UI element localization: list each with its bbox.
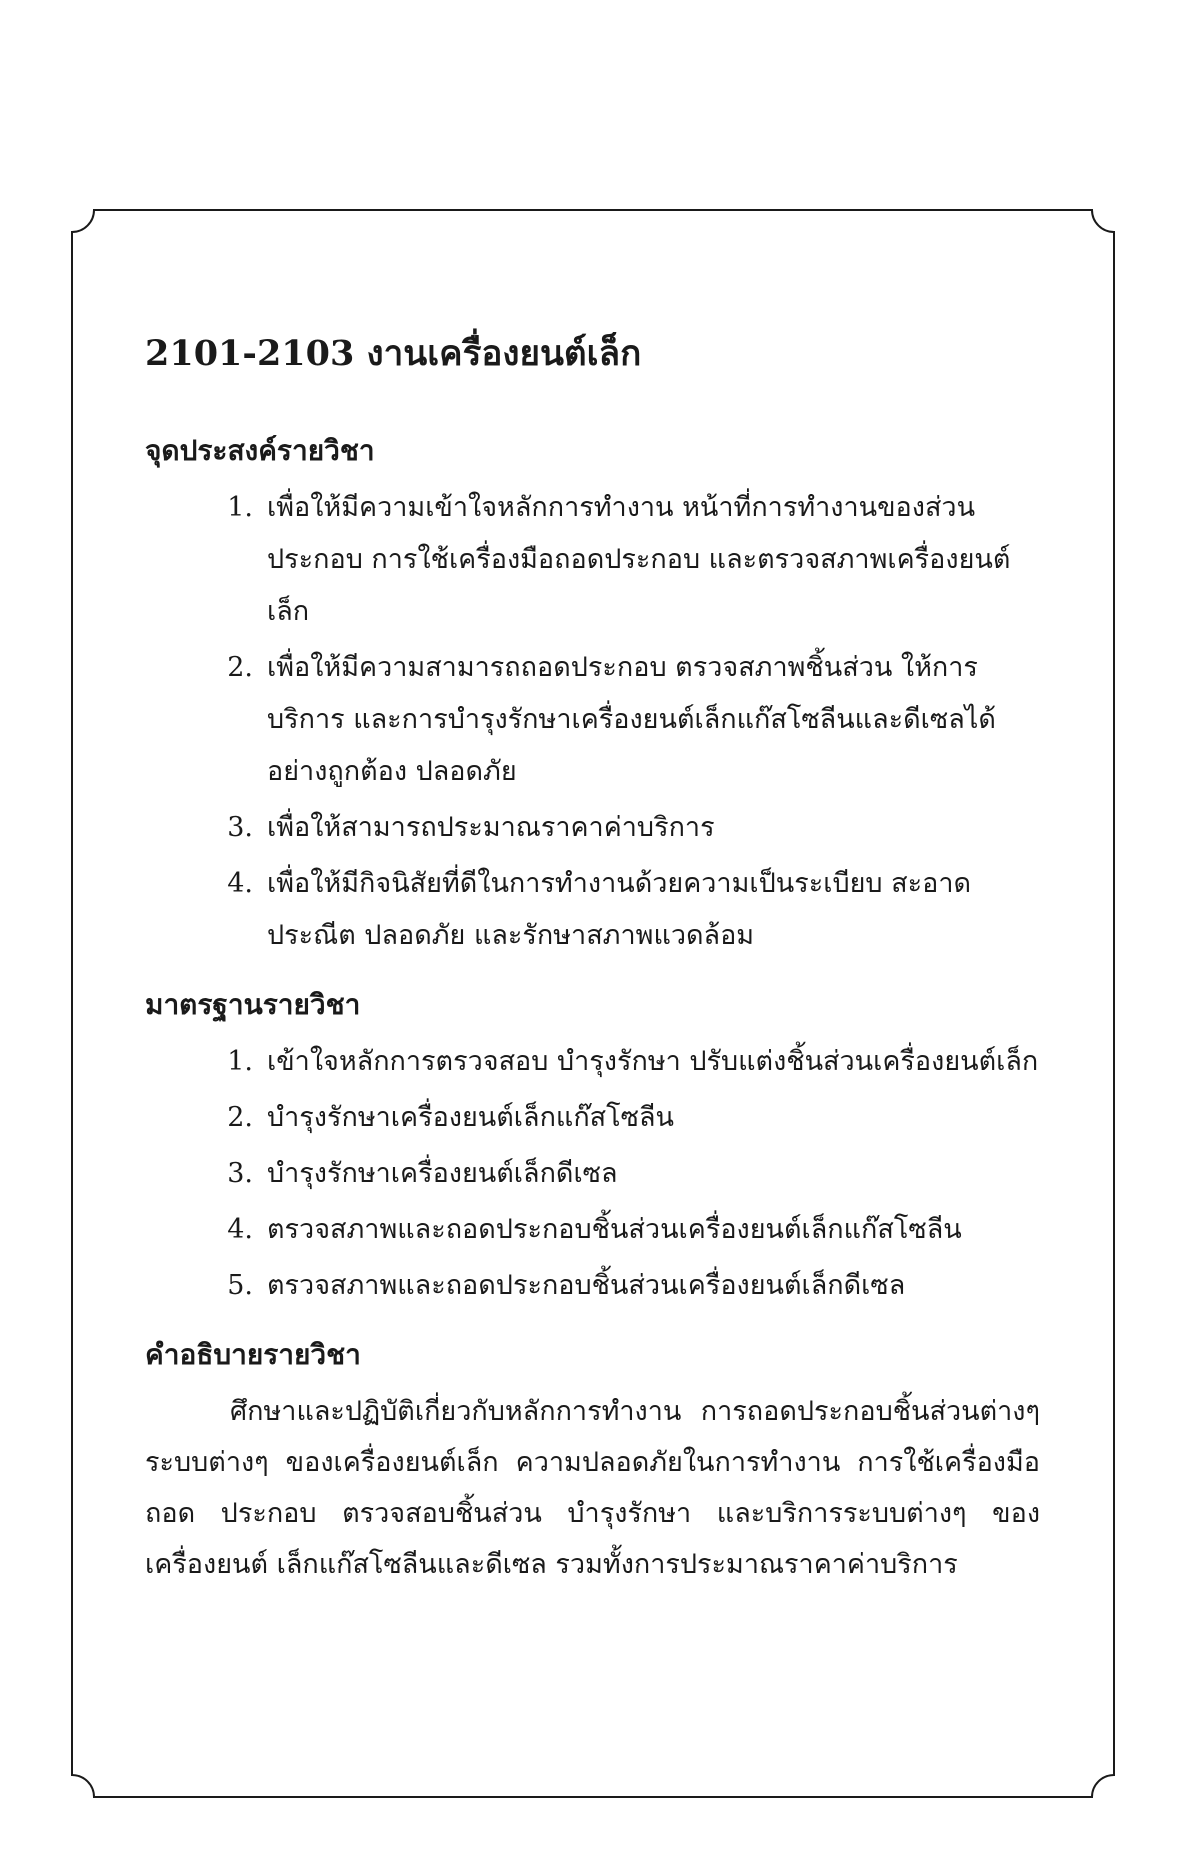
item-number: 3. (227, 812, 253, 843)
objective-item (145, 642, 1040, 798)
item-text: ตรวจสภาพและถอดประกอบชิ้นส่วนเครื่องยนต์เล็กแก๊สโซลีน (267, 1214, 962, 1245)
objective-item (145, 802, 1040, 854)
item-text: เพื่อให้มีความสามารถถอดประกอบ ตรวจสภาพชิ้นส่วน ให้การบริการ และการบำรุงรักษาเครื่องยนต์เล็กแก๊สโซลีนและดีเซลได้อย่างถูกต้อง ปลอดภัย (267, 652, 996, 787)
standard-item (145, 1036, 1040, 1088)
course-title: 2101-2103 งานเครื่องยนต์เล็ก (145, 333, 642, 374)
objective-item (145, 858, 1040, 962)
item-number: 1. (227, 1046, 253, 1077)
item-text: ตรวจสภาพและถอดประกอบชิ้นส่วนเครื่องยนต์เล็กดีเซล (267, 1270, 906, 1301)
description-text: ศึกษาและปฏิบัติเกี่ยวกับหลักการทำงาน การถอดประกอบชิ้นส่วนต่างๆ ระบบต่างๆ ของเครื่องยนต์เล็ก ความปลอดภัยในการทำงาน การใช้เครื่องมือถอด ประกอบ ตรวจสอบชิ้นส่วน บำรุงรักษา และบริการระบบต่างๆ ของเครื่องยนต์ เล็กแก๊สโซลีนและดีเซล รวมทั้งการประมาณราคาค่าบริการ (145, 1396, 1040, 1580)
objectives-list (145, 482, 1040, 962)
item-text: เพื่อให้มีกิจนิสัยที่ดีในการทำงานด้วยความเป็นระเบียบ สะอาด ประณีต ปลอดภัย และรักษาสภาพแวดล้อม (267, 868, 972, 951)
item-number: 3. (227, 1158, 253, 1189)
item-number: 1. (227, 492, 253, 523)
item-text: บำรุงรักษาเครื่องยนต์เล็กแก๊สโซลีน (267, 1102, 674, 1133)
item-text: เพื่อให้มีความเข้าใจหลักการทำงาน หน้าที่การทำงานของส่วนประกอบ การใช้เครื่องมือถอดประกอบ และตรวจสภาพเครื่องยนต์เล็ก (267, 492, 1011, 627)
objectives-heading: จุดประสงค์รายวิชา (145, 434, 375, 467)
standards-list (145, 1036, 1040, 1312)
item-number: 4. (227, 1214, 253, 1245)
standard-item (145, 1092, 1040, 1144)
item-text: เข้าใจหลักการตรวจสอบ บำรุงรักษา ปรับแต่งชิ้นส่วนเครื่องยนต์เล็ก (267, 1046, 1039, 1077)
standard-item (145, 1204, 1040, 1256)
item-number: 4. (227, 868, 253, 899)
item-text: เพื่อให้สามารถประมาณราคาค่าบริการ (267, 812, 715, 843)
objective-item (145, 482, 1040, 638)
item-number: 2. (227, 1102, 253, 1133)
item-number: 5. (227, 1270, 253, 1301)
standards-heading: มาตรฐานรายวิชา (145, 988, 361, 1021)
standard-item (145, 1148, 1040, 1200)
item-text: บำรุงรักษาเครื่องยนต์เล็กดีเซล (267, 1158, 618, 1189)
course-content (145, 330, 1040, 1590)
standard-item (145, 1260, 1040, 1312)
item-number: 2. (227, 652, 253, 683)
description-heading: คำอธิบายรายวิชา (145, 1338, 361, 1371)
